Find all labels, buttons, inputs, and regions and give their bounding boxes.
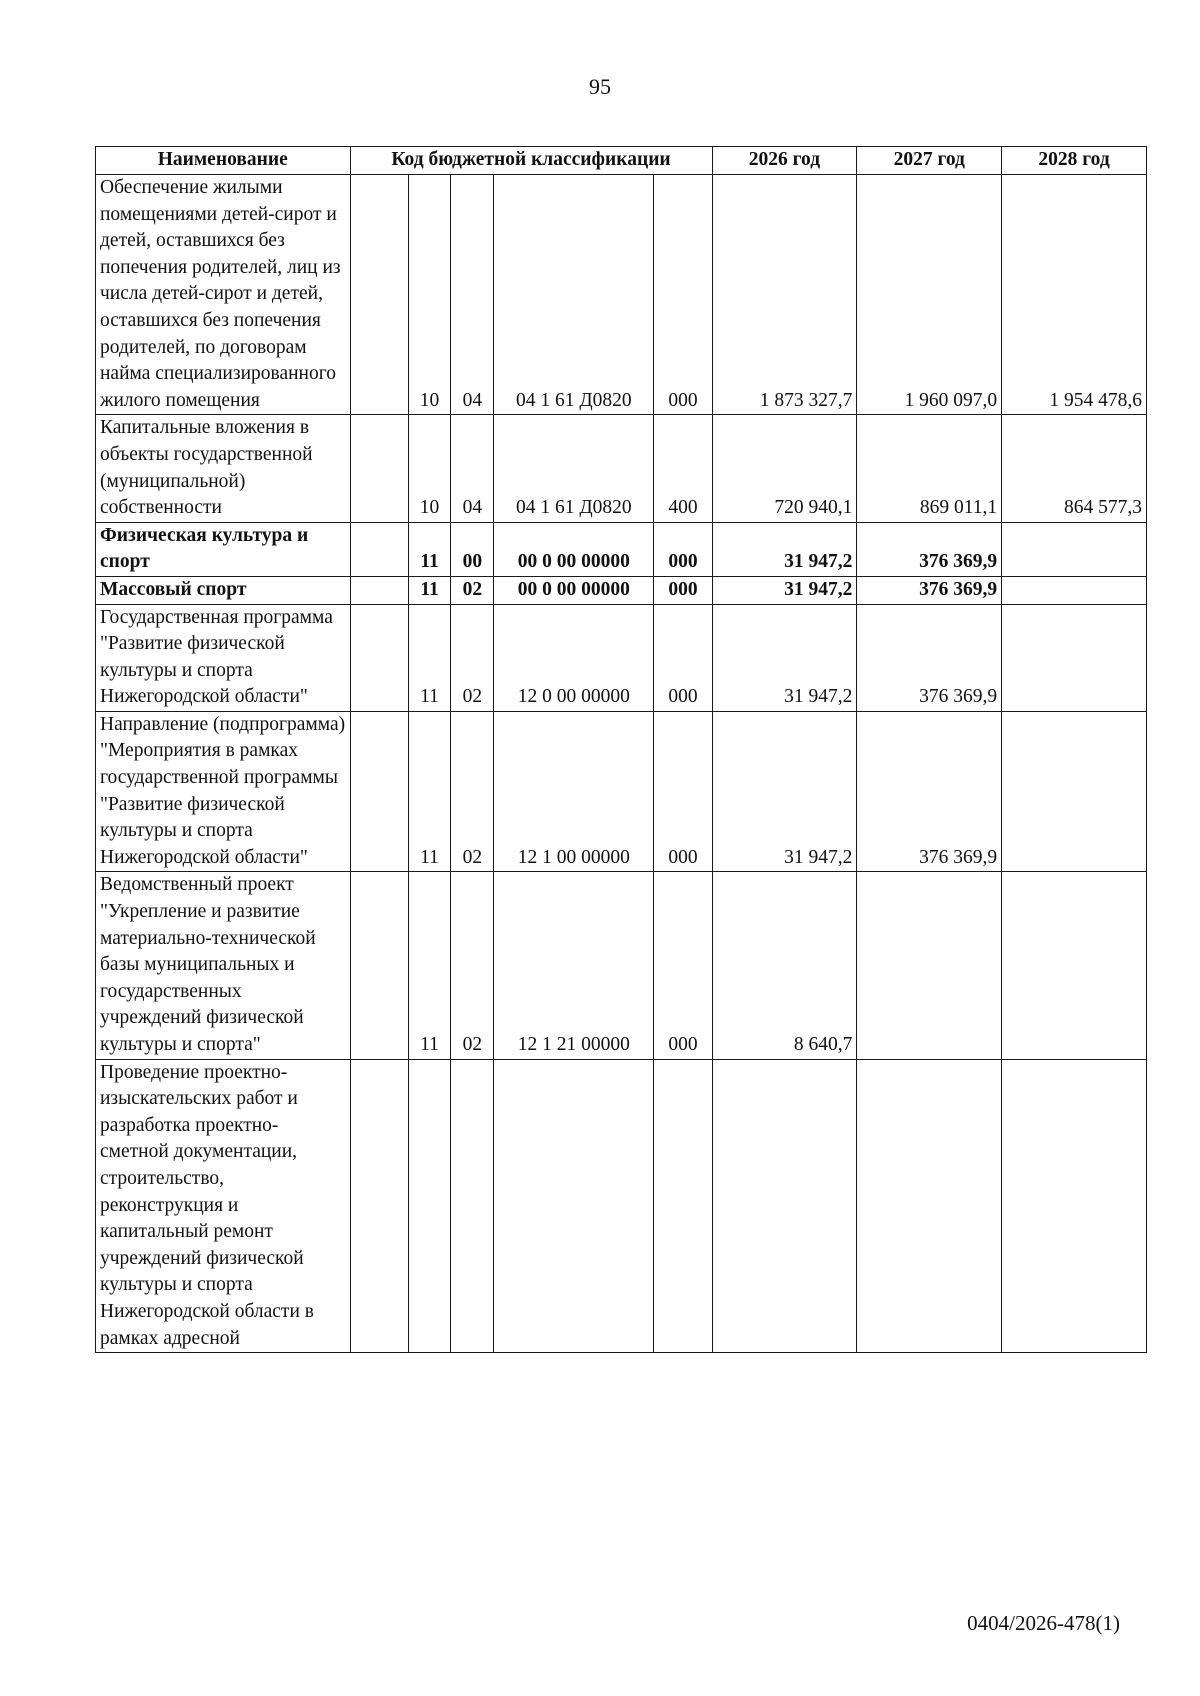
amount-2028 [1002, 522, 1147, 576]
amount-2027: 869 011,1 [857, 415, 1002, 522]
expense-type-code [654, 1059, 712, 1353]
amount-2026: 31 947,2 [712, 604, 857, 711]
section-code: 10 [408, 415, 451, 522]
table-body [96, 175, 1147, 1353]
expense-type-code: 000 [654, 711, 712, 872]
subsection-code: 04 [451, 415, 494, 522]
target-article-code: 00 0 00 00000 [494, 522, 654, 576]
amount-2026: 31 947,2 [712, 711, 857, 872]
expense-type-code: 000 [654, 522, 712, 576]
amount-2028 [1002, 576, 1147, 604]
subsection-code: 02 [451, 711, 494, 872]
target-article-code: 12 1 00 00000 [494, 711, 654, 872]
table-row [96, 872, 1147, 1059]
amount-2028 [1002, 1059, 1147, 1353]
document-id: 0404/2026-478(1) [967, 1611, 1120, 1635]
table-row [96, 415, 1147, 522]
amount-2027 [857, 872, 1002, 1059]
amount-2026: 8 640,7 [712, 872, 857, 1059]
table-row [96, 522, 1147, 576]
table-row [96, 604, 1147, 711]
subsection-code: 00 [451, 522, 494, 576]
subsection-code: 02 [451, 576, 494, 604]
amount-2026: 720 940,1 [712, 415, 857, 522]
amount-2027: 376 369,9 [857, 711, 1002, 872]
amount-2027 [857, 1059, 1002, 1353]
amount-2026: 1 873 327,7 [712, 175, 857, 415]
expense-type-code: 000 [654, 604, 712, 711]
amount-2028 [1002, 604, 1147, 711]
subsection-code: 02 [451, 604, 494, 711]
empty-cell [350, 872, 408, 1059]
target-article-code: 00 0 00 00000 [494, 576, 654, 604]
header-2028: 2028 год [1002, 147, 1147, 175]
section-code: 10 [408, 175, 451, 415]
expense-type-code: 000 [654, 576, 712, 604]
table-row [96, 711, 1147, 872]
section-code: 11 [408, 711, 451, 872]
row-name: Проведение проектно-изыскательских работ и разработка проектно-сметной документации, строительство, реконструкция и капитальный ремонт учреждений физической культуры и спорта Нижегородской области в рамках адресной [96, 1059, 351, 1353]
row-name: Направление (подпрограмма) "Мероприятия в рамках государственной программы "Развитие физической культуры и спорта Нижегородской области" [96, 711, 351, 872]
amount-2027: 376 369,9 [857, 522, 1002, 576]
row-name: Государственная программа "Развитие физической культуры и спорта Нижегородской области" [96, 604, 351, 711]
budget-table [95, 146, 1147, 1353]
expense-type-code: 000 [654, 175, 712, 415]
subsection-code: 02 [451, 872, 494, 1059]
row-name: Ведомственный проект "Укрепление и развитие материально-технической базы муниципальных и государственных учреждений физической культуры и спорта" [96, 872, 351, 1059]
section-code: 11 [408, 522, 451, 576]
header-row [96, 147, 1147, 175]
target-article-code: 12 0 00 00000 [494, 604, 654, 711]
amount-2026 [712, 1059, 857, 1353]
subsection-code [451, 1059, 494, 1353]
amount-2028: 864 577,3 [1002, 415, 1147, 522]
amount-2028 [1002, 872, 1147, 1059]
target-article-code: 04 1 61 Д0820 [494, 175, 654, 415]
empty-cell [350, 604, 408, 711]
row-name: Капитальные вложения в объекты государственной (муниципальной) собственности [96, 415, 351, 522]
empty-cell [350, 576, 408, 604]
amount-2028: 1 954 478,6 [1002, 175, 1147, 415]
empty-cell [350, 175, 408, 415]
empty-cell [350, 1059, 408, 1353]
row-name: Физическая культура и спорт [96, 522, 351, 576]
amount-2028 [1002, 711, 1147, 872]
empty-cell [350, 415, 408, 522]
empty-cell [350, 522, 408, 576]
row-name: Массовый спорт [96, 576, 351, 604]
empty-cell [350, 711, 408, 872]
amount-2026: 31 947,2 [712, 576, 857, 604]
target-article-code [494, 1059, 654, 1353]
expense-type-code: 000 [654, 872, 712, 1059]
target-article-code: 12 1 21 00000 [494, 872, 654, 1059]
header-name: Наименование [96, 147, 351, 175]
amount-2027: 1 960 097,0 [857, 175, 1002, 415]
header-code: Код бюджетной классификации [350, 147, 712, 175]
section-code: 11 [408, 576, 451, 604]
expense-type-code: 400 [654, 415, 712, 522]
header-2027: 2027 год [857, 147, 1002, 175]
header-2026: 2026 год [712, 147, 857, 175]
section-code: 11 [408, 872, 451, 1059]
table-row [96, 175, 1147, 415]
table-row [96, 1059, 1147, 1353]
amount-2026: 31 947,2 [712, 522, 857, 576]
section-code: 11 [408, 604, 451, 711]
section-code [408, 1059, 451, 1353]
page-number: 95 [589, 74, 611, 99]
amount-2027: 376 369,9 [857, 604, 1002, 711]
amount-2027: 376 369,9 [857, 576, 1002, 604]
target-article-code: 04 1 61 Д0820 [494, 415, 654, 522]
table-row [96, 576, 1147, 604]
row-name: Обеспечение жилыми помещениями детей-сирот и детей, оставшихся без попечения родителей, лиц из числа детей-сирот и детей, оставшихся без попечения родителей, по договорам найма специализированного жилого помещения [96, 175, 351, 415]
subsection-code: 04 [451, 175, 494, 415]
